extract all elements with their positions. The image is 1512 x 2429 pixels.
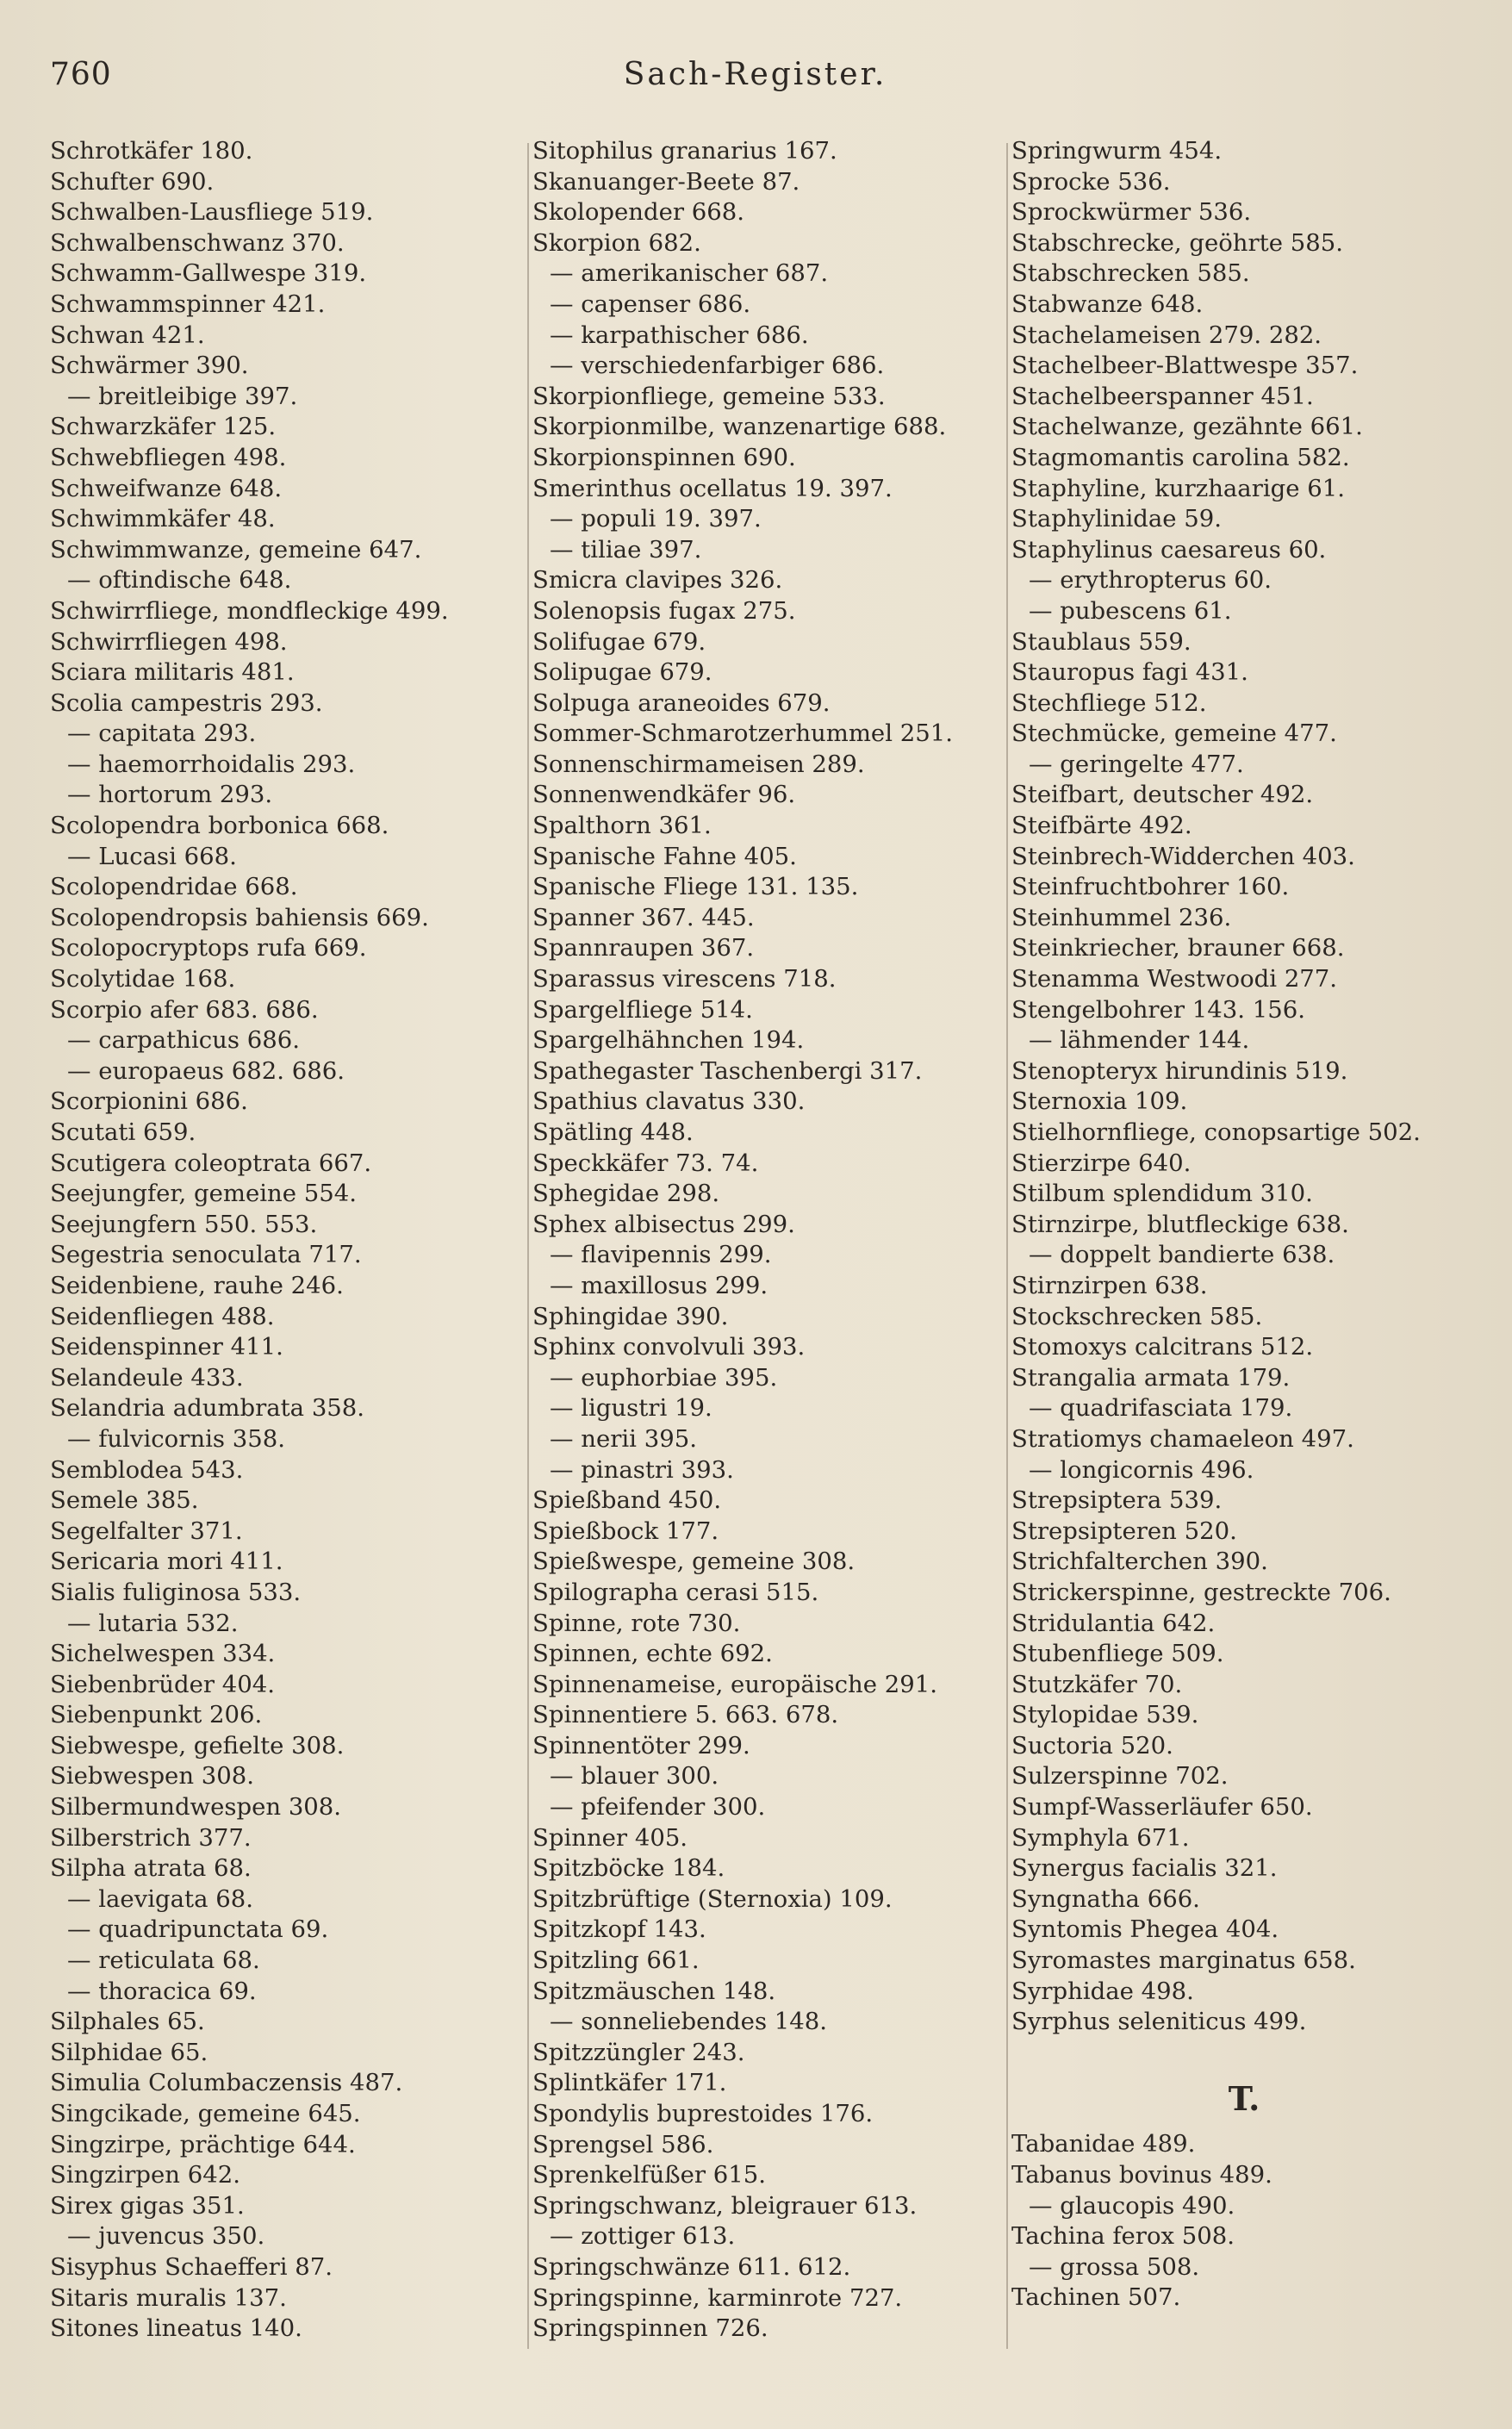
index-entry: Strepsipteren 520.: [1011, 1517, 1237, 1545]
index-entry: Schwarzkäfer 125.: [50, 413, 277, 441]
index-entry: Sisyphus Schaefferi 87.: [50, 2252, 333, 2281]
index-entry: Silbermundwespen 308.: [50, 1793, 342, 1822]
index-entry: Silphales 65.: [50, 2008, 205, 2036]
index-entry: — euphorbiae 395.: [550, 1363, 778, 1392]
index-entry: Strickerspinne, gestreckte 706.: [1011, 1578, 1391, 1606]
index-entry: Scolopocryptops rufa 669.: [50, 934, 367, 962]
index-entry: Silphidae 65.: [50, 2038, 208, 2066]
index-entry: Staphylinidae 59.: [1011, 505, 1222, 533]
index-entry: — reticulata 68.: [67, 1946, 260, 1975]
index-entry: — fulvicornis 358.: [67, 1424, 285, 1453]
index-entry: — maxillosus 299.: [550, 1271, 768, 1299]
index-entry: Sparassus virescens 718.: [532, 965, 837, 993]
index-entry: Spargelhähnchen 194.: [532, 1026, 805, 1055]
index-entry: — capenser 686.: [550, 290, 751, 318]
index-entry: — breitleibige 397.: [67, 382, 298, 410]
index-column-2: [532, 136, 998, 2345]
index-entry: Schwirrfliege, mondfleckige 499.: [50, 596, 449, 625]
index-entry: Spitzböcke 184.: [532, 1854, 725, 1883]
index-entry: Stylopidae 539.: [1011, 1701, 1199, 1729]
index-entry: Stachelwanze, gezähnte 661.: [1011, 413, 1363, 441]
index-entry: Spalthorn 361.: [532, 812, 712, 840]
index-entry: Strepsiptera 539.: [1011, 1486, 1223, 1515]
index-entry: — Lucasi 668.: [67, 842, 237, 870]
index-entry: Springspinnen 726.: [532, 2314, 768, 2343]
index-entry: Spargelfliege 514.: [532, 995, 753, 1024]
index-entry: Suctoria 520.: [1011, 1731, 1173, 1759]
index-entry: Solpuga araneoides 679.: [532, 688, 831, 717]
index-entry: — juvencus 350.: [67, 2222, 265, 2251]
index-entry: Spinner 405.: [532, 1823, 688, 1852]
index-entry: Stierzirpe 640.: [1011, 1149, 1192, 1177]
index-entry: Stenopteryx hirundinis 519.: [1011, 1056, 1348, 1085]
index-entry: Spitzkopf 143.: [532, 1915, 706, 1944]
index-entry: Stenamma Westwoodi 277.: [1011, 965, 1338, 993]
index-entry: Steinhummel 236.: [1011, 903, 1232, 931]
index-entry: Strangalia armata 179.: [1011, 1363, 1291, 1392]
index-entry: Stomoxys calcitrans 512.: [1011, 1333, 1314, 1361]
index-entry: — blauer 300.: [550, 1762, 719, 1791]
index-entry: Schufter 690.: [50, 167, 215, 196]
index-entry: Seidenspinner 411.: [50, 1333, 283, 1361]
index-entry: Smicra clavipes 326.: [532, 566, 783, 595]
index-entry: Schweifwanze 648.: [50, 474, 283, 502]
index-entry: Sericaria mori 411.: [50, 1548, 283, 1576]
index-entry: Seejungfern 550. 553.: [50, 1210, 318, 1238]
index-entry: Stechmücke, gemeine 477.: [1011, 719, 1337, 748]
index-entry: Sirex gigas 351.: [50, 2191, 245, 2220]
index-entry: — europaeus 682. 686.: [67, 1056, 345, 1085]
index-entry: Stabschrecken 585.: [1011, 259, 1250, 288]
index-entry: — glaucopis 490.: [1029, 2191, 1235, 2220]
index-entry: Schwirrfliegen 498.: [50, 627, 288, 656]
index-entry: Sphinx convolvuli 393.: [532, 1333, 806, 1361]
index-entry: Staphylinus caesareus 60.: [1011, 535, 1327, 564]
index-entry: Siebenpunkt 206.: [50, 1701, 263, 1729]
page-number: 760: [50, 57, 112, 92]
index-entry: Spitzling 661.: [532, 1946, 700, 1975]
index-entry: Steinfruchtbohrer 160.: [1011, 873, 1290, 901]
index-entry: Seidenbiene, rauhe 246.: [50, 1271, 344, 1299]
index-entry: Springschwänze 611. 612.: [532, 2252, 851, 2281]
index-entry: Spilographa cerasi 515.: [532, 1578, 819, 1606]
index-entry: Synergus facialis 321.: [1011, 1854, 1278, 1883]
index-entry: Silpha atrata 68.: [50, 1854, 252, 1883]
index-entry: Skanuanger-Beete 87.: [532, 167, 800, 196]
index-entry: — ligustri 19.: [550, 1394, 712, 1423]
index-entry: Segelfalter 371.: [50, 1517, 243, 1545]
index-entry: Scutati 659.: [50, 1118, 196, 1146]
index-entry: Scolopendropsis bahiensis 669.: [50, 903, 429, 931]
index-entry: Simulia Columbaczensis 487.: [50, 2069, 403, 2097]
index-entry: Staublaus 559.: [1011, 627, 1192, 656]
index-entry: Splintkäfer 171.: [532, 2069, 727, 2097]
index-entry: Sphex albisectus 299.: [532, 1210, 795, 1238]
column-divider: [1006, 143, 1008, 2349]
index-entry: — thoracica 69.: [67, 1977, 257, 2005]
index-entry: Sitones lineatus 140.: [50, 2314, 302, 2343]
index-entry: Schwimmkäfer 48.: [50, 505, 276, 533]
index-entry: Schwimmwanze, gemeine 647.: [50, 535, 422, 564]
index-entry: Stilbum splendidum 310.: [1011, 1180, 1313, 1208]
index-entry: Sulzerspinne 702.: [1011, 1762, 1229, 1791]
index-entry: Sternoxia 109.: [1011, 1087, 1188, 1116]
index-entry: Spießband 450.: [532, 1486, 722, 1515]
index-entry: Solifugae 679.: [532, 627, 706, 656]
index-entry: Stockschrecken 585.: [1011, 1302, 1263, 1330]
index-entry: Schwärmer 390.: [50, 352, 249, 380]
index-entry: Stengelbohrer 143. 156.: [1011, 995, 1305, 1024]
index-entry: Schrotkäfer 180.: [50, 137, 253, 165]
index-entry: — geringelte 477.: [1029, 750, 1244, 778]
index-entry: Stagmomantis carolina 582.: [1011, 443, 1350, 471]
index-entry: — lähmender 144.: [1029, 1026, 1250, 1055]
index-entry: — grossa 508.: [1029, 2252, 1200, 2281]
index-entry: Sommer-Schmarotzerhummel 251.: [532, 719, 953, 748]
index-entry: Spitzbrüftige (Sternoxia) 109.: [532, 1884, 893, 1913]
index-columns: [50, 136, 1480, 2359]
index-entry: Segestria senoculata 717.: [50, 1241, 362, 1269]
index-entry: — haemorrhoidalis 293.: [67, 750, 356, 778]
index-entry: Siebwespe, gefielte 308.: [50, 1731, 345, 1759]
index-entry: Spitzmäuschen 148.: [532, 1977, 776, 2005]
index-entry: Speckkäfer 73. 74.: [532, 1149, 759, 1177]
index-entry: Seidenfliegen 488.: [50, 1302, 275, 1330]
index-entry: Scolytidae 168.: [50, 965, 236, 993]
index-entry: Tabanus bovinus 489.: [1011, 2161, 1272, 2189]
index-entry: Scolopendridae 668.: [50, 873, 298, 901]
index-entry: Stachelameisen 279. 282.: [1011, 321, 1322, 349]
index-entry: Spießbock 177.: [532, 1517, 719, 1545]
index-entry: — zottiger 613.: [550, 2222, 736, 2251]
index-entry: Schwalben-Lausfliege 519.: [50, 198, 374, 227]
index-entry: Steinkriecher, brauner 668.: [1011, 934, 1345, 962]
index-entry: Selandeule 433.: [50, 1363, 244, 1392]
index-entry: Stachelbeer-Blattwespe 357.: [1011, 352, 1359, 380]
index-entry: — laevigata 68.: [67, 1884, 253, 1913]
index-entry: Semele 385.: [50, 1486, 199, 1515]
index-entry: — amerikanischer 687.: [550, 259, 829, 288]
section-gap: [1011, 2038, 1477, 2069]
index-entry: Spanner 367. 445.: [532, 903, 755, 931]
index-entry: Smerinthus ocellatus 19. 397.: [532, 474, 893, 502]
index-entry: Scorpionini 686.: [50, 1087, 248, 1116]
index-entry: Solipugae 679.: [532, 658, 712, 687]
index-entry: — carpathicus 686.: [67, 1026, 300, 1055]
index-entry: Spinnentiere 5. 663. 678.: [532, 1701, 839, 1729]
index-entry: Scorpio afer 683. 686.: [50, 995, 319, 1024]
index-entry: Stauropus fagi 431.: [1011, 658, 1248, 687]
index-entry: Skorpion 682.: [532, 228, 701, 257]
index-entry: Singzirpen 642.: [50, 2161, 240, 2189]
index-entry: Tabanidae 489.: [1011, 2130, 1196, 2158]
index-entry: Skorpionspinnen 690.: [532, 443, 796, 471]
index-entry: Stabwanze 648.: [1011, 290, 1204, 318]
index-entry: Spathegaster Taschenbergi 317.: [532, 1056, 923, 1085]
index-entry: — pfeifender 300.: [550, 1793, 766, 1822]
index-entry: Stirnzirpe, blutfleckige 638.: [1011, 1210, 1349, 1238]
index-entry: Steifbärte 492.: [1011, 812, 1192, 840]
index-entry: Syntomis Phegea 404.: [1011, 1915, 1279, 1944]
index-entry: — karpathischer 686.: [550, 321, 809, 349]
index-entry: Spitzzüngler 243.: [532, 2038, 745, 2066]
index-entry: Schwamm-Gallwespe 319.: [50, 259, 367, 288]
index-entry: Schwalbenschwanz 370.: [50, 228, 345, 257]
index-entry: Solenopsis fugax 275.: [532, 596, 796, 625]
index-entry: Sichelwespen 334.: [50, 1640, 276, 1668]
index-entry: — capitata 293.: [67, 719, 257, 748]
index-entry: Schwan 421.: [50, 321, 205, 349]
index-entry: Tachina ferox 508.: [1011, 2222, 1235, 2251]
index-entry: Seejungfer, gemeine 554.: [50, 1180, 357, 1208]
index-entry: Stachelbeerspanner 451.: [1011, 382, 1314, 410]
index-entry: Steifbart, deutscher 492.: [1011, 781, 1314, 809]
index-column-1: [50, 136, 515, 2345]
index-entry: — nerii 395.: [550, 1424, 697, 1453]
index-entry: Semblodea 543.: [50, 1455, 244, 1484]
index-entry: Selandria adumbrata 358.: [50, 1394, 365, 1423]
index-entry: Sprenkelfüßer 615.: [532, 2161, 766, 2189]
index-entry: Scutigera coleoptrata 667.: [50, 1149, 372, 1177]
index-entry: — pubescens 61.: [1029, 596, 1232, 625]
index-entry: — tiliae 397.: [550, 535, 702, 564]
index-entry: Steinbrech-Widderchen 403.: [1011, 842, 1355, 870]
index-entry: Sonnenwendkäfer 96.: [532, 781, 796, 809]
index-entry: Skorpionfliege, gemeine 533.: [532, 382, 886, 410]
index-column-3: [1011, 136, 1477, 2314]
index-entry: Spinnentöter 299.: [532, 1731, 750, 1759]
index-entry: — doppelt bandierte 638.: [1029, 1241, 1335, 1269]
index-entry: Syromastes marginatus 658.: [1011, 1946, 1356, 1975]
index-entry: Sumpf-Wasserläufer 650.: [1011, 1793, 1313, 1822]
index-entry: Siebenbrüder 404.: [50, 1670, 275, 1698]
index-entry: Spanische Fliege 131. 135.: [532, 873, 859, 901]
index-entry: Spathius clavatus 330.: [532, 1087, 806, 1116]
index-entry: Stutzkäfer 70.: [1011, 1670, 1183, 1698]
index-entry: Scolopendra borbonica 668.: [50, 812, 389, 840]
index-entry: Skorpionmilbe, wanzenartige 688.: [532, 413, 947, 441]
index-entry: Stechfliege 512.: [1011, 688, 1207, 717]
index-entry: Syngnatha 666.: [1011, 1884, 1200, 1913]
index-entry: Tachinen 507.: [1011, 2283, 1181, 2312]
index-entry: Sialis fuliginosa 533.: [50, 1578, 302, 1606]
index-entry: Stratiomys chamaeleon 497.: [1011, 1424, 1354, 1453]
index-entry: Sitophilus granarius 167.: [532, 137, 837, 165]
index-entry: Stridulantia 642.: [1011, 1609, 1216, 1637]
index-entry: — lutaria 532.: [67, 1609, 239, 1637]
index-entry: Sciara militaris 481.: [50, 658, 295, 687]
index-entry: Sprockwürmer 536.: [1011, 198, 1252, 227]
running-title: Sach-Register.: [623, 57, 887, 92]
index-entry: — pinastri 393.: [550, 1455, 734, 1484]
index-entry: Spinnen, echte 692.: [532, 1640, 773, 1668]
index-entry: — sonneliebendes 148.: [550, 2008, 828, 2036]
index-entry: Strichfalterchen 390.: [1011, 1548, 1268, 1576]
index-entry: Spinne, rote 730.: [532, 1609, 741, 1637]
section-letter-heading: T.: [1228, 2079, 1260, 2119]
index-entry: Staphyline, kurzhaarige 61.: [1011, 474, 1346, 502]
index-entry: Stabschrecke, geöhrte 585.: [1011, 228, 1343, 257]
index-entry: Stielhornfliege, conopsartige 502.: [1011, 1118, 1421, 1146]
page-header: [50, 57, 1460, 100]
index-entry: Spinnenameise, europäische 291.: [532, 1670, 938, 1698]
index-entry: Sonnenschirmameisen 289.: [532, 750, 865, 778]
index-entry: — hortorum 293.: [67, 781, 273, 809]
index-entry: Syrphidae 498.: [1011, 1977, 1194, 2005]
index-entry: Silberstrich 377.: [50, 1823, 252, 1852]
index-entry: Sitaris muralis 137.: [50, 2283, 287, 2312]
index-entry: Sprocke 536.: [1011, 167, 1171, 196]
index-entry: Spondylis buprestoides 176.: [532, 2100, 874, 2127]
index-entry: Sprengsel 586.: [532, 2130, 714, 2158]
index-entry: — longicornis 496.: [1029, 1455, 1254, 1484]
index-entry: Sphegidae 298.: [532, 1180, 720, 1208]
index-entry: Scolia campestris 293.: [50, 688, 323, 717]
index-entry: Skolopender 668.: [532, 198, 744, 227]
index-entry: Siebwespen 308.: [50, 1762, 254, 1791]
index-entry: — quadrifasciata 179.: [1029, 1394, 1293, 1423]
index-entry: Stirnzirpen 638.: [1011, 1271, 1208, 1299]
index-entry: Symphyla 671.: [1011, 1823, 1190, 1852]
index-entry: Spießwespe, gemeine 308.: [532, 1548, 856, 1576]
index-entry: — erythropterus 60.: [1029, 566, 1272, 595]
column-divider: [527, 143, 529, 2349]
index-entry: — verschiedenfarbiger 686.: [550, 352, 885, 380]
index-entry: Spannraupen 367.: [532, 934, 755, 962]
index-entry: Schwammspinner 421.: [50, 290, 326, 318]
index-entry: — quadripunctata 69.: [67, 1915, 329, 1944]
index-entry: Stubenfliege 509.: [1011, 1640, 1224, 1668]
index-entry: Sphingidae 390.: [532, 1302, 729, 1330]
index-entry: Singzirpe, prächtige 644.: [50, 2130, 356, 2158]
index-entry: Spätling 448.: [532, 1118, 694, 1146]
index-entry: Schwebfliegen 498.: [50, 443, 287, 471]
index-entry: Singcikade, gemeine 645.: [50, 2100, 361, 2127]
index-entry: Syrphus seleniticus 499.: [1011, 2008, 1307, 2036]
index-entry: — oftindische 648.: [67, 566, 292, 595]
index-entry: Springschwanz, bleigrauer 613.: [532, 2191, 918, 2220]
index-entry: Spanische Fahne 405.: [532, 842, 797, 870]
index-entry: — populi 19. 397.: [550, 505, 762, 533]
index-entry: — flavipennis 299.: [550, 1241, 772, 1269]
index-entry: Springspinne, karminrote 727.: [532, 2283, 903, 2312]
index-entry: Springwurm 454.: [1011, 137, 1223, 165]
